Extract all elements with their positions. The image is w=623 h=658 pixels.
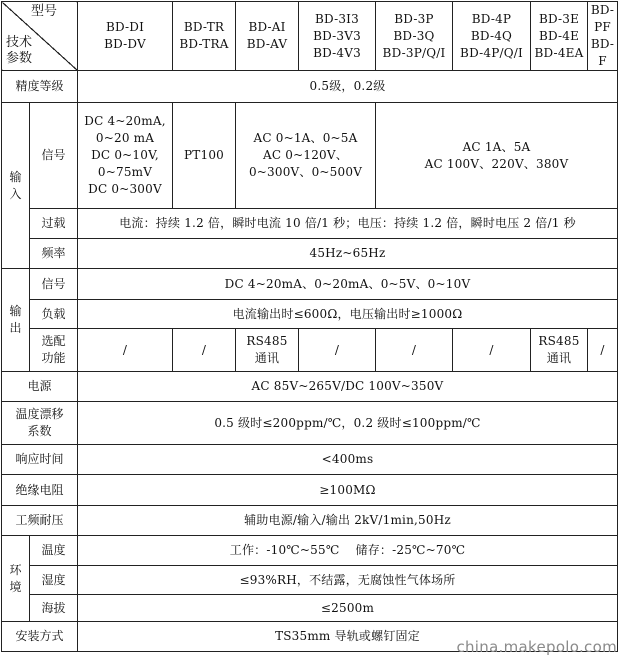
temp-drift-value: 0.5 级时≤200ppm/℃，0.2 级时≤100ppm/℃: [78, 402, 618, 445]
env-altitude-value: ≤2500m: [78, 595, 618, 622]
input-signal-dc: DC 4~20mA, 0~20 mA DC 0~10V, 0~75mV DC 0~300V: [78, 103, 173, 209]
output-load-label: 负载: [30, 300, 78, 329]
model-header-4: BD-3I3 BD-3V3 BD-4V3: [299, 2, 376, 71]
input-group-label: 输 入: [2, 103, 30, 269]
accuracy-value: 0.5级，0.2级: [78, 71, 618, 103]
model-header-6: BD-4P BD-4Q BD-4P/Q/I: [453, 2, 531, 71]
option-cell-4: /: [299, 329, 376, 372]
withstand-label: 工频耐压: [2, 506, 78, 536]
power-value: AC 85V~265V/DC 100V~350V: [78, 372, 618, 402]
input-frequency-label: 频率: [30, 239, 78, 269]
output-load-value: 电流输出时≤600Ω，电压输出时≥1000Ω: [78, 300, 618, 329]
option-cell-5: /: [376, 329, 453, 372]
input-overload-value: 电流：持续 1.2 倍，瞬时电流 10 倍/1 秒；电压：持续 1.2 倍，瞬时电压 2 倍/1 秒: [78, 209, 618, 239]
input-signal-label: 信号: [30, 103, 78, 209]
output-option-label: 选配 功能: [30, 329, 78, 372]
option-cell-1: /: [78, 329, 173, 372]
install-label: 安装方式: [2, 622, 78, 652]
option-cell-3: RS485 通讯: [236, 329, 299, 372]
header-corner-cell: [2, 2, 78, 71]
accuracy-label: 精度等级: [2, 71, 78, 103]
power-label: 电源: [2, 372, 78, 402]
watermark: china.makepolo.com: [456, 638, 617, 656]
input-frequency-value: 45Hz~65Hz: [78, 239, 618, 269]
option-cell-2: /: [173, 329, 236, 372]
output-group-label: 输 出: [2, 269, 30, 372]
insulation-label: 绝缘电阻: [2, 475, 78, 506]
option-cell-6: /: [453, 329, 531, 372]
response-value: <400ms: [78, 445, 618, 475]
input-overload-label: 过载: [30, 209, 78, 239]
env-temp-label: 温度: [30, 536, 78, 566]
model-header-7: BD-3E BD-4E BD-4EA: [531, 2, 588, 71]
option-cell-7: RS485 通讯: [531, 329, 588, 372]
spec-table: [1, 1, 618, 652]
model-header-5: BD-3P BD-3Q BD-3P/Q/I: [376, 2, 453, 71]
install-value: TS35mm 导轨或螺钉固定: [78, 622, 618, 652]
model-header-2: BD-TR BD-TRA: [173, 2, 236, 71]
output-signal-value: DC 4~20mA、0~20mA、0~5V、0~10V: [78, 269, 618, 300]
insulation-value: ≥100MΩ: [78, 475, 618, 506]
env-humidity-value: ≤93%RH，不结露，无腐蚀性气体场所: [78, 566, 618, 595]
model-header-1: BD-DI BD-DV: [78, 2, 173, 71]
corner-model-label: 型号: [30, 4, 57, 19]
temp-drift-label: 温度漂移 系数: [2, 402, 78, 445]
env-temp-value: 工作：-10℃~55℃ 储存：-25℃~70℃: [78, 536, 618, 566]
input-signal-ac-power: AC 1A、5A AC 100V、220V、380V: [376, 103, 618, 209]
model-header-3: BD-AI BD-AV: [236, 2, 299, 71]
env-humidity-label: 湿度: [30, 566, 78, 595]
withstand-value: 辅助电源/输入/输出 2kV/1min,50Hz: [78, 506, 618, 536]
model-header-8: BD-PF BD-F: [588, 2, 618, 71]
input-signal-pt100: PT100: [173, 103, 236, 209]
output-signal-label: 信号: [30, 269, 78, 300]
environment-group-label: 环 境: [2, 536, 30, 622]
env-altitude-label: 海拔: [30, 595, 78, 622]
option-cell-8: /: [588, 329, 618, 372]
response-label: 响应时间: [2, 445, 78, 475]
corner-param-label: 技术 参数: [6, 35, 33, 66]
input-signal-ac-range: AC 0~1A、0~5A AC 0~120V、 0~300V、0~500V: [236, 103, 376, 209]
